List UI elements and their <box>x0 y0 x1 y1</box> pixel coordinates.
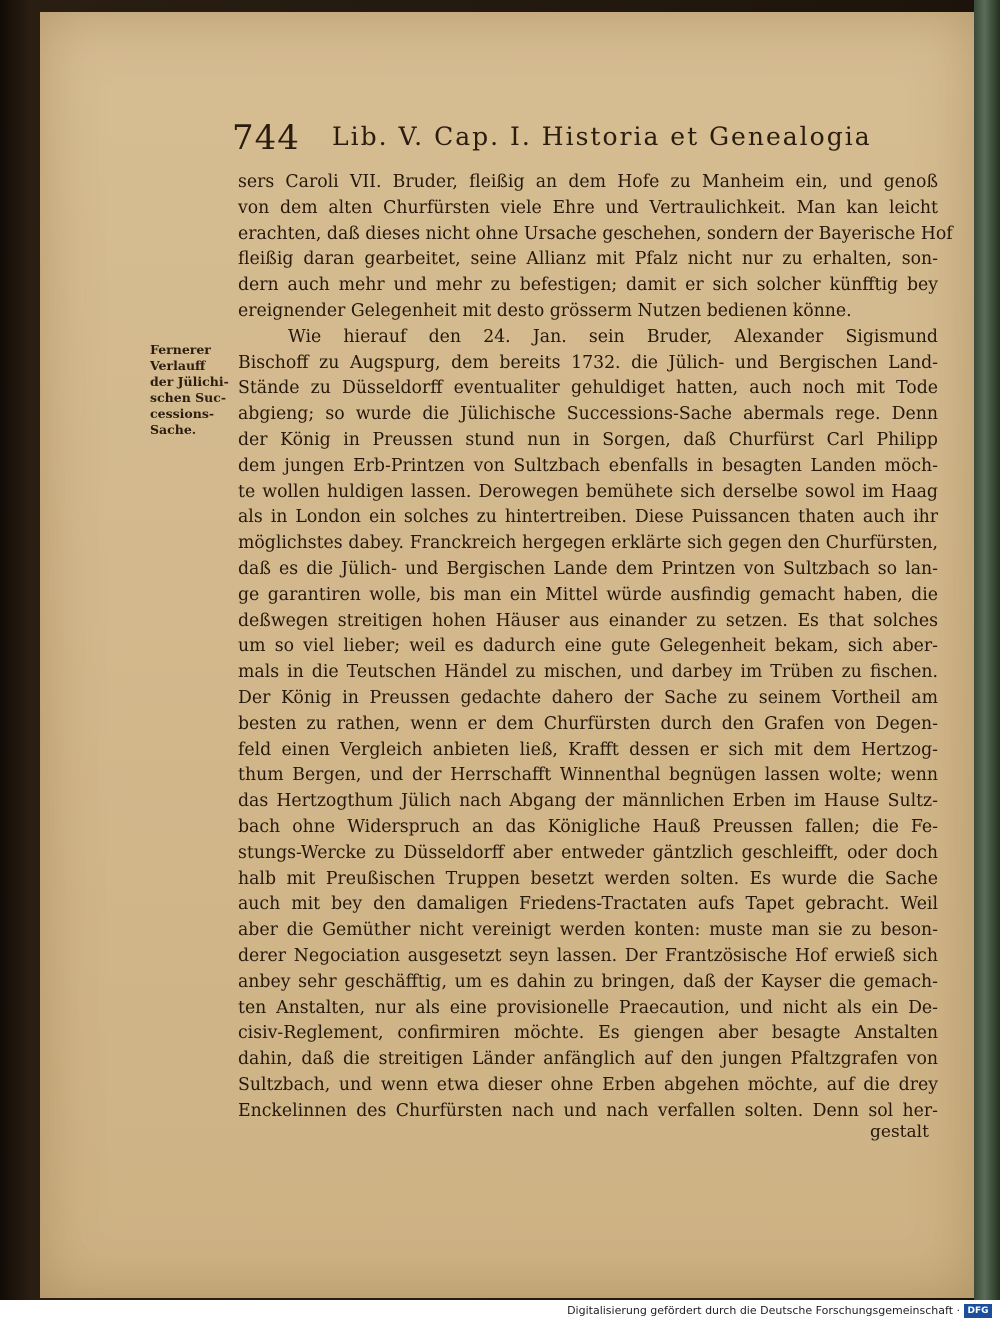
running-title: Lib. V. Cap. I. Historia et Genealogia <box>332 122 872 151</box>
text-line: möglichstes dabey. Franckreich hergegen erklärte sich gegen den Churfürsten, <box>238 533 938 554</box>
text-line: Sultzbach, und wenn etwa dieser ohne Erben abgehen möchte, auf die drey <box>238 1074 938 1095</box>
text-line: Bischoff zu Augspurg, dem bereits 1732. die Jülich- und Bergischen Land- <box>238 352 938 373</box>
text-line: abgieng; so wurde die Jülichische Successions-Sache abermals rege. Denn <box>238 404 938 425</box>
text-line: Stände zu Düsseldorff eventualiter gehuldiget hatten, auch noch mit Tode <box>238 378 938 399</box>
text-line: halb mit Preußischen Truppen besetzt werden solten. Es wurde die Sache <box>238 868 938 889</box>
text-line: stungs-Wercke zu Düsseldorff aber entweder gäntzlich geschleifft, oder doch <box>238 842 938 863</box>
running-head <box>232 118 932 158</box>
body-text <box>238 170 953 1124</box>
text-line: dern auch mehr und mehr zu befestigen; damit er sich solcher künfftig bey <box>238 275 938 296</box>
text-line: thum Bergen, und der Herrschafft Winnenthal begnügen lassen wolte; wenn <box>238 765 938 786</box>
text-line: erachten, daß dieses nicht ohne Ursache geschehen, sondern der Bayerische Hof <box>238 223 953 244</box>
text-line: um so viel lieber; weil es dadurch eine gute Gelegenheit bekam, sich aber- <box>238 636 938 657</box>
margin-note-line: Fernerer <box>150 342 211 357</box>
text-line: dem jungen Erb-Printzen von Sultzbach ebenfalls in besagten Landen möch- <box>238 455 938 476</box>
book-edge <box>974 0 1000 1300</box>
text-line: te wollen huldigen lassen. Derowegen bemühete sich derselbe sowol im Haag <box>238 481 938 502</box>
text-line: ten Anstalten, nur als eine provisionelle Praecaution, und nicht als ein De- <box>238 997 938 1018</box>
margin-note-line: cessions- <box>150 406 215 421</box>
text-line: Der König in Preussen gedachte dahero der Sache zu seinem Vortheil am <box>238 687 938 708</box>
text-line: ge garantiren wolle, bis man ein Mittel würde ausfindig gemacht haben, die <box>238 584 938 605</box>
text-line: Enckelinnen des Churfürsten nach und nach verfallen solten. Denn sol her- <box>238 1100 938 1121</box>
text-line: mals in die Teutschen Händel zu mischen, und darbey im Trüben zu fischen. <box>238 662 938 683</box>
text-line: deßwegen streitigen hohen Häuser aus einander zu setzen. Es that solches <box>238 610 938 631</box>
margin-note <box>150 342 240 438</box>
text-line: derer Negociation ausgesetzt seyn lassen. Der Frantzösische Hof erwieß sich <box>238 945 938 966</box>
text-line: fleißig daran gearbeitet, seine Allianz mit Pfalz nicht nur zu erhalten, son- <box>238 249 938 270</box>
text-line: ereignender Gelegenheit mit desto grösserm Nutzen bedienen könne. <box>238 300 852 321</box>
text-line: bach ohne Widerspruch an das Königliche Hauß Preussen fallen; die Fe- <box>238 816 938 837</box>
text-line: der König in Preussen stund nun in Sorgen, daß Churfürst Carl Philipp <box>238 429 938 450</box>
footer-credit: Digitalisierung gefördert durch die Deutsche Forschungsgemeinschaft · <box>567 1304 960 1317</box>
text-line: besten zu rathen, wenn er dem Churfürsten durch den Grafen von Degen- <box>238 713 938 734</box>
page-number: 744 <box>232 118 300 158</box>
text-line: als in London ein solches zu hintertreiben. Diese Puissancen thaten auch ihr <box>238 507 938 528</box>
margin-note-line: Verlauff <box>150 358 206 373</box>
text-line: sers Caroli VII. Bruder, fleißig an dem Hofe zu Manheim ein, und genoß <box>238 172 938 192</box>
text-line: daß es die Jülich- und Bergischen Lande dem Printzen von Sultzbach so lan- <box>238 558 938 579</box>
text-line: das Hertzogthum Jülich nach Abgang der männlichen Erben im Hause Sultz- <box>238 791 938 812</box>
margin-note-line: Sache. <box>150 422 197 437</box>
catchword: gestalt <box>870 1122 929 1142</box>
margin-note-line: schen Suc- <box>150 390 227 405</box>
text-line: von dem alten Churfürsten viele Ehre und Vertraulichkeit. Man kan leicht <box>238 197 938 218</box>
text-line: Wie hierauf den 24. Jan. sein Bruder, Alexander Sigismund <box>288 326 938 347</box>
margin-note-line: der Jülichi- <box>150 374 229 389</box>
text-line: dahin, daß die streitigen Länder anfänglich auf den jungen Pfaltzgrafen von <box>238 1049 938 1070</box>
text-line: feld einen Vergleich anbieten ließ, Krafft dessen er sich mit dem Hertzog- <box>238 739 938 760</box>
text-line: auch mit bey den damaligen Friedens-Tractaten aufs Tapet gebracht. Weil <box>238 894 938 915</box>
text-line: cisiv-Reglement, confirmiren möchte. Es giengen aber besagte Anstalten <box>238 1023 938 1044</box>
footer-bar <box>0 1300 1000 1323</box>
text-line: anbey sehr geschäfftig, um es dahin zu bringen, daß der Kayser die gemach- <box>238 971 938 992</box>
dfg-logo: DFG <box>964 1304 992 1318</box>
text-line: aber die Gemüther nicht vereinigt werden konten: muste man sie zu beson- <box>238 920 938 941</box>
